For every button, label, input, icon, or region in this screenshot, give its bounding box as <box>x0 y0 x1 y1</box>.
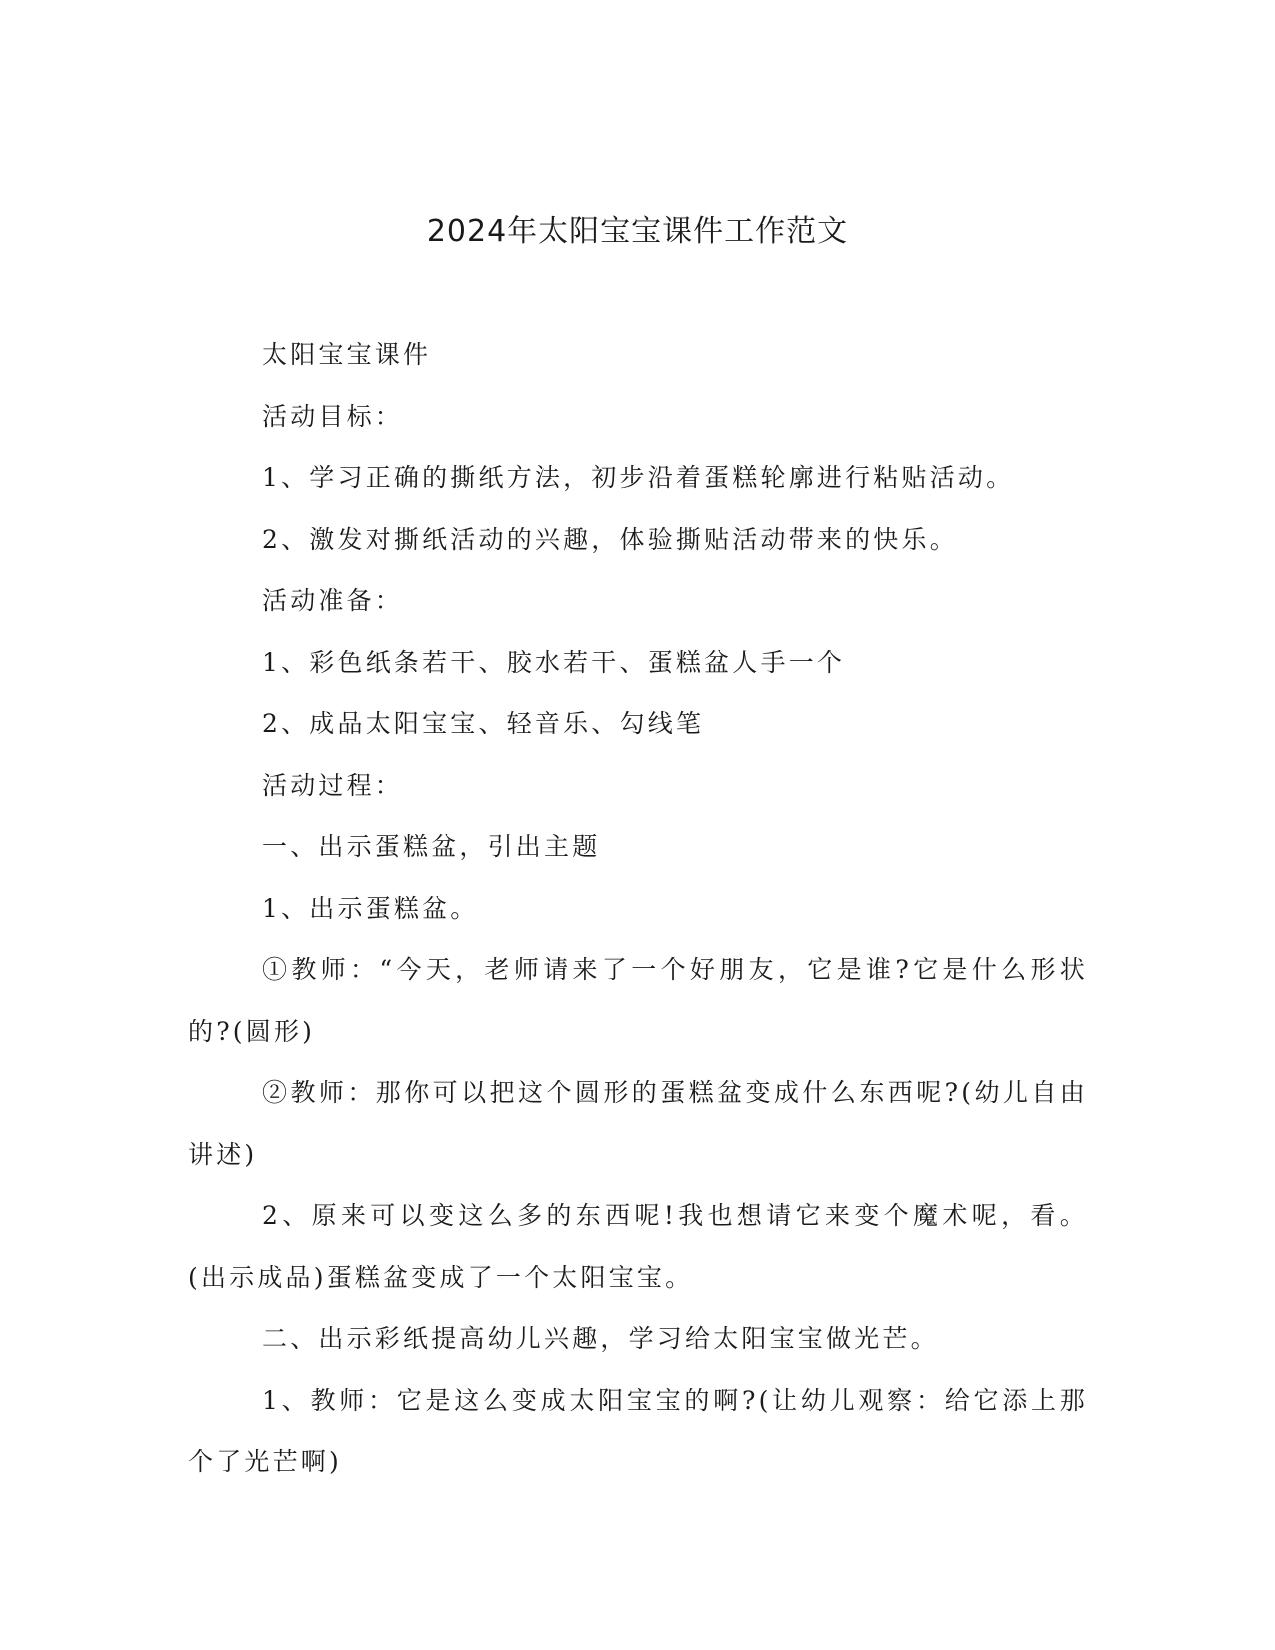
paragraph: 1、彩色纸条若干、胶水若干、蛋糕盆人手一个 <box>262 647 846 677</box>
paragraph: ①教师：“今天，老师请来了一个好朋友，它是谁?它是什么形状的?(圆形) <box>188 955 1088 1046</box>
paragraph: ②教师：那你可以把这个圆形的蛋糕盆变成什么东西呢?(幼儿自由讲述) <box>188 1078 1088 1169</box>
paragraph: 太阳宝宝课件 <box>262 340 432 369</box>
paragraph: 2、原来可以变这么多的东西呢!我也想请它来变个魔术呢，看。(出示成品)蛋糕盆变成了一个太阳宝宝。 <box>188 1201 1088 1292</box>
paragraph: 1、教师：它是这么变成太阳宝宝的啊?(让幼儿观察：给它添上那个了光芒啊) <box>188 1385 1088 1476</box>
document-title: 2024年太阳宝宝课件工作范文 <box>426 214 849 249</box>
paragraph: 活动目标： <box>262 401 404 431</box>
paragraph: 活动过程： <box>262 770 404 800</box>
paragraph: 一、出示蛋糕盆，引出主题 <box>262 832 601 861</box>
paragraph: 活动准备： <box>262 586 404 615</box>
paragraph: 1、出示蛋糕盆。 <box>262 893 479 923</box>
paragraph: 二、出示彩纸提高幼儿兴趣，学习给太阳宝宝做光芒。 <box>262 1324 939 1353</box>
document-body <box>188 324 1088 1493</box>
paragraph: 1、学习正确的撕纸方法，初步沿着蛋糕轮廓进行粘贴活动。 <box>262 463 1015 492</box>
paragraph: 2、成品太阳宝宝、轻音乐、勾线笔 <box>262 709 705 738</box>
paragraph: 2、激发对撕纸活动的兴趣，体验撕贴活动带来的快乐。 <box>262 524 958 554</box>
